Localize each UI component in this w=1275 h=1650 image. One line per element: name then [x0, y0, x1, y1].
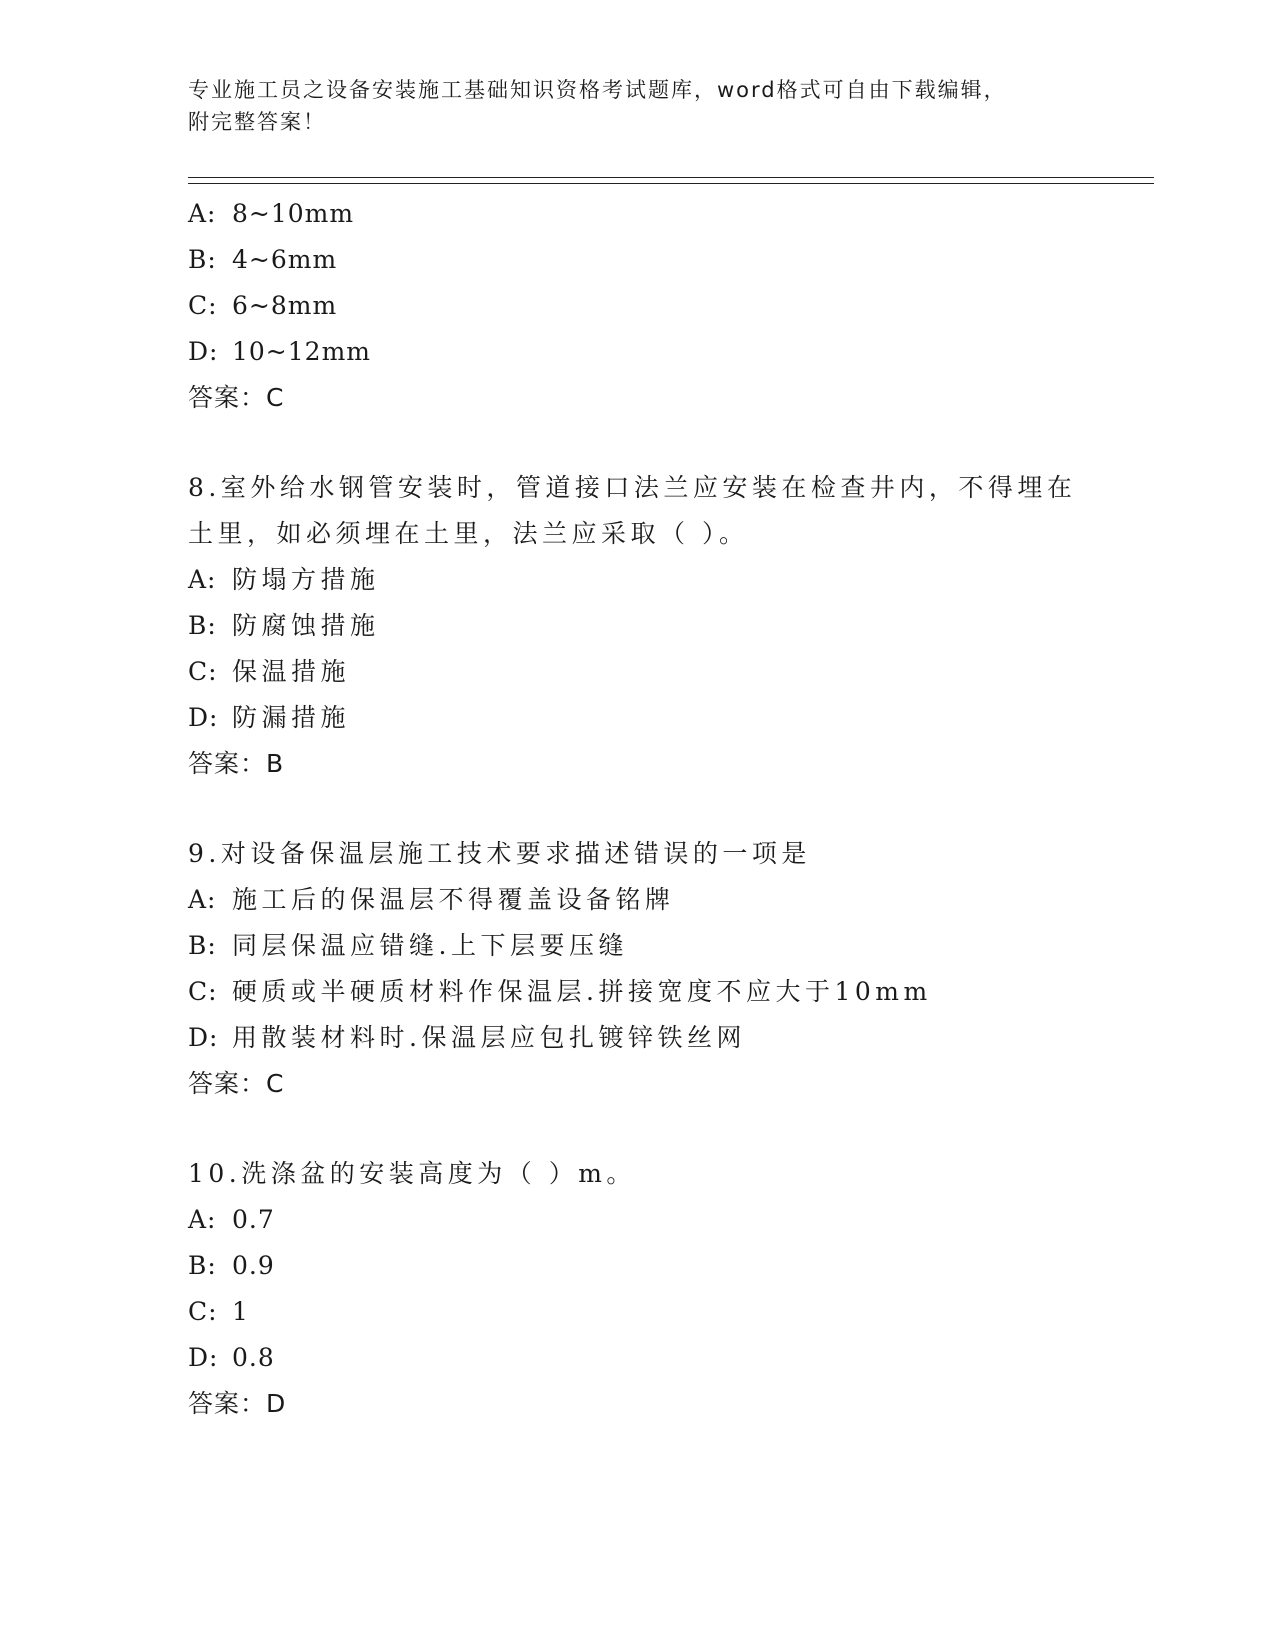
option-text: 0.9	[232, 1251, 275, 1280]
option-d	[188, 1335, 1128, 1381]
question-spacer	[188, 421, 1128, 465]
option-text: 用散装材料时.保温层应包扎镀锌铁丝网	[232, 1023, 746, 1052]
option-d	[188, 329, 1128, 375]
option-text: 4~6mm	[232, 245, 338, 274]
option-b	[188, 1243, 1128, 1289]
header-line-1: 专业施工员之设备安装施工基础知识资格考试题库，word格式可自由下载编辑，	[188, 78, 1007, 102]
question-10-block	[188, 1151, 1128, 1427]
header-divider-top	[188, 177, 1154, 178]
option-b	[188, 603, 1128, 649]
question-stem: 9.对设备保温层施工技术要求描述错误的一项是	[188, 839, 811, 868]
option-label: A:	[188, 1205, 217, 1234]
question-spacer	[188, 787, 1128, 831]
option-c	[188, 1289, 1128, 1335]
option-text: 0.8	[232, 1343, 275, 1372]
option-label: C:	[188, 291, 218, 320]
option-label: B:	[188, 611, 217, 640]
option-text: 8~10mm	[232, 199, 355, 228]
option-b	[188, 923, 1128, 969]
option-label: C:	[188, 977, 218, 1006]
option-label: B:	[188, 245, 217, 274]
option-text: 防腐蚀措施	[232, 611, 380, 640]
question-stem: 土里，如必须埋在土里，法兰应采取（ ）。	[188, 519, 749, 548]
answer-line: 答案：D	[188, 1389, 287, 1418]
header-divider-bottom	[188, 183, 1154, 184]
option-c	[188, 649, 1128, 695]
option-label: B:	[188, 931, 217, 960]
option-a	[188, 1197, 1128, 1243]
question-stem: 8.室外给水钢管安装时，管道接口法兰应安装在检查井内，不得埋在	[188, 473, 1077, 502]
option-label: A:	[188, 565, 217, 594]
option-label: D:	[188, 337, 219, 366]
option-b	[188, 237, 1128, 283]
option-text: 同层保温应错缝.上下层要压缝	[232, 931, 628, 960]
option-text: 施工后的保温层不得覆盖设备铭牌	[232, 885, 675, 914]
option-label: A:	[188, 199, 217, 228]
option-d	[188, 1015, 1128, 1061]
answer-line: 答案：C	[188, 383, 285, 412]
option-a	[188, 877, 1128, 923]
document-header	[188, 74, 1068, 138]
option-text: 防塌方措施	[232, 565, 380, 594]
option-label: D:	[188, 703, 219, 732]
option-c	[188, 283, 1128, 329]
option-text: 防漏措施	[232, 703, 351, 732]
prev-question-block	[188, 191, 1128, 421]
header-line-2: 附完整答案！	[188, 110, 326, 134]
option-label: D:	[188, 1023, 219, 1052]
question-content	[188, 191, 1128, 1427]
answer-line: 答案：B	[188, 749, 285, 778]
option-d	[188, 695, 1128, 741]
option-label: B:	[188, 1251, 217, 1280]
question-spacer	[188, 1107, 1128, 1151]
answer-line: 答案：C	[188, 1069, 285, 1098]
option-c	[188, 969, 1128, 1015]
option-text: 硬质或半硬质材料作保温层.拼接宽度不应大于10mm	[232, 977, 932, 1006]
option-text: 10~12mm	[232, 337, 371, 366]
question-8-block	[188, 465, 1128, 787]
question-9-block	[188, 831, 1128, 1107]
option-a	[188, 191, 1128, 237]
option-text: 0.7	[232, 1205, 275, 1234]
option-label: D:	[188, 1343, 219, 1372]
option-a	[188, 557, 1128, 603]
option-text: 6~8mm	[232, 291, 338, 320]
option-label: C:	[188, 1297, 218, 1326]
option-label: C:	[188, 657, 218, 686]
option-label: A:	[188, 885, 217, 914]
question-stem: 10.洗涤盆的安装高度为（ ）m。	[188, 1159, 636, 1188]
option-text: 1	[232, 1297, 249, 1326]
option-text: 保温措施	[232, 657, 351, 686]
